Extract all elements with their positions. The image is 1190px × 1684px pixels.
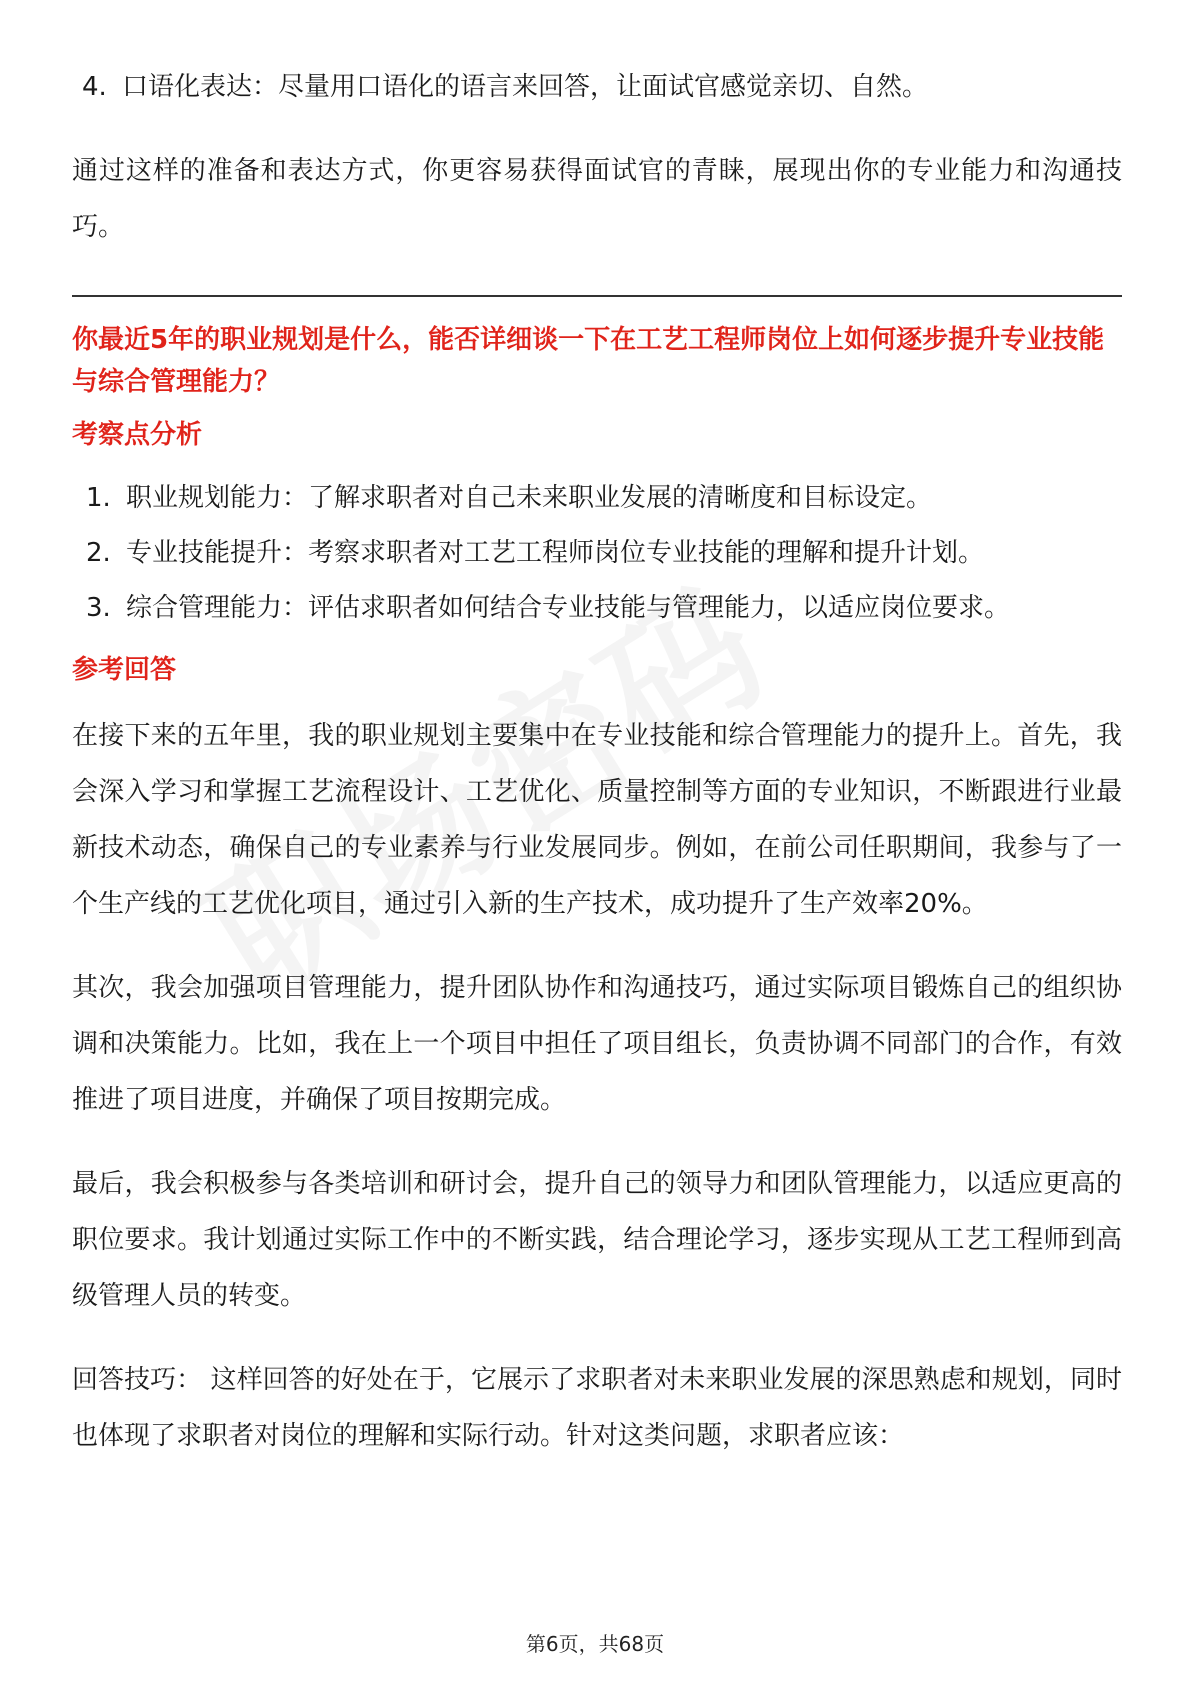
list-number: 3. bbox=[86, 593, 111, 623]
page-number: 第6页，共68页 bbox=[525, 1632, 665, 1656]
list-text: 综合管理能力：评估求职者如何结合专业技能与管理能力，以适应岗位要求。 bbox=[126, 593, 1011, 623]
analysis-item bbox=[72, 526, 1122, 581]
analysis-list bbox=[72, 471, 1122, 636]
answer-paragraph: 最后，我会积极参与各类培训和研讨会，提升自己的领导力和团队管理能力，以适应更高的职位要求。我计划通过实际工作中的不断实践，结合理论学习，逐步实现从工艺工程师到高级管理人员的转变。 bbox=[72, 1169, 1122, 1311]
section-divider bbox=[72, 295, 1122, 297]
answer-paragraph: 其次，我会加强项目管理能力，提升团队协作和沟通技巧，通过实际项目锻炼自己的组织协调和决策能力。比如，我在上一个项目中担任了项目组长，负责协调不同部门的合作，有效推进了项目进度，并确保了项目按期完成。 bbox=[72, 973, 1122, 1115]
page-content bbox=[72, 60, 1122, 1464]
list-number: 2. bbox=[86, 538, 111, 568]
analysis-item bbox=[72, 471, 1122, 526]
analysis-item bbox=[72, 581, 1122, 636]
list-text: 口语化表达：尽量用口语化的语言来回答，让面试官感觉亲切、自然。 bbox=[122, 72, 929, 102]
answer-heading: 参考回答 bbox=[72, 655, 177, 685]
answer-paragraph: 在接下来的五年里，我的职业规划主要集中在专业技能和综合管理能力的提升上。首先，我会深入学习和掌握工艺流程设计、工艺优化、质量控制等方面的专业知识，不断跟进行业最新技术动态，确保自己的专业素养与行业发展同步。例如，在前公司任职期间，我参与了一个生产线的工艺优化项目，通过引入新的生产技术，成功提升了生产效率20%。 bbox=[72, 721, 1122, 919]
list-text: 职业规划能力：了解求职者对自己未来职业发展的清晰度和目标设定。 bbox=[126, 483, 933, 513]
list-text: 专业技能提升：考察求职者对工艺工程师岗位专业技能的理解和提升计划。 bbox=[126, 538, 985, 568]
question-heading: 你最近5年的职业规划是什么，能否详细谈一下在工艺工程师岗位上如何逐步提升专业技能与综合管理能力？ bbox=[72, 325, 1105, 397]
intro-paragraph: 通过这样的准备和表达方式，你更容易获得面试官的青睐，展现出你的专业能力和沟通技巧。 bbox=[72, 156, 1122, 242]
tips-paragraph: 回答技巧： 这样回答的好处在于，它展示了求职者对未来职业发展的深思熟虑和规划，同时也体现了求职者对岗位的理解和实际行动。针对这类问题，求职者应该： bbox=[72, 1365, 1122, 1451]
list-number: 4. bbox=[82, 72, 107, 102]
list-number: 1. bbox=[86, 483, 111, 513]
analysis-heading: 考察点分析 bbox=[72, 420, 203, 450]
list-item-4 bbox=[72, 60, 1122, 115]
